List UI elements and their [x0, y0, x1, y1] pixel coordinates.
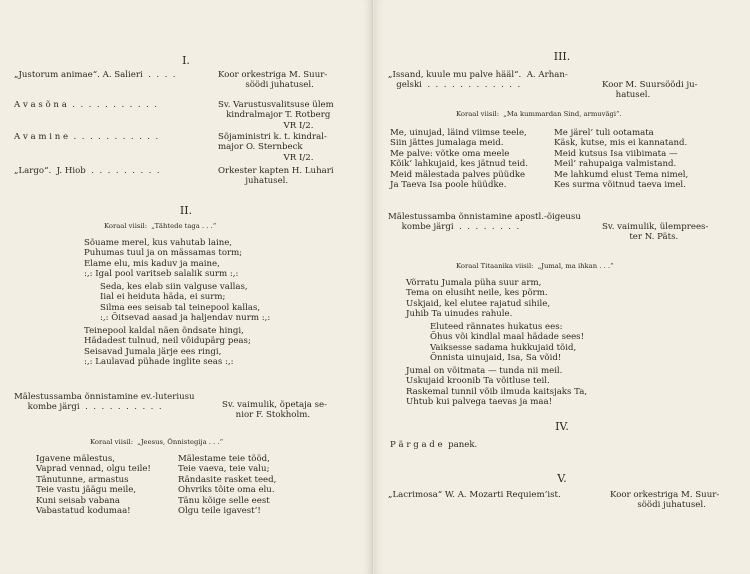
program-item-right-4: Orkester kapten H. Luhari juhatusel. [218, 166, 334, 187]
hymn3-left-column: Me, uinujad, läind viimse teele, Siin jättes jumalaga meid. Me palve: võtke oma meele Kõik’ lahkujaid, kes jätnud teid. Meid mälestada palves püüdke Ja Taeva Isa poole hüüdke. [390, 128, 528, 191]
hymn4-stanza-3: Jumal on võitmata — tunda nii meil. Uskujaid kroonib Ta võitluse teil. Raskemal tunnil võib ilmuda kaitsjaks Ta, Uhtub kui palvega taevas ja maa! [406, 366, 588, 408]
right-page [374, 0, 750, 574]
program-item-right-2: Sv. Varustusvalitsuse ülem kindralmajor T. Rotberg VR I/2. [218, 100, 334, 131]
program-item-left-6: „Lacrimosa“ W. A. Mozarti Requiem’ist. [388, 490, 561, 500]
blessing-right-2: Sv. vaimulik, ülemprees- ter N. Päts. [602, 222, 709, 243]
program-item-left-3: A v a m i n e . . . . . . . . . . . [14, 132, 159, 142]
hymn4-stanza-2: Eluteed rännates hukatus ees: Õhus või kindlal maal hädade sees! Vaiksesse sadama hukkujaid tõid, Õnnista uinujaid, Isa, Sa võid! [430, 322, 585, 364]
hymn-caption: Koraal viisil: „Tähtede taga . . .“ [104, 222, 217, 230]
program-item-left-4: „Largo“. J. Hiob . . . . . . . . . [14, 166, 160, 176]
wreath-laying: P ä r g a d e panek. [390, 440, 478, 450]
blessing-left-2: Mälestussamba õnnistamine apostl.-õigeusu kombe järgi . . . . . . . . [388, 212, 581, 233]
program-item-right-1: Koor orkestriga M. Suur- söödi juhatusel. [218, 70, 328, 91]
hymn2-left-column: Igavene mälestus, Vaprad vennad, olgu teile! Tänutunne, armastus Teie vastu jäägu meile, Kuni seisab vabana Vabastatud kodumaa! [36, 454, 151, 517]
section-numeral-5: V. [557, 472, 567, 485]
program-item-right-6: Koor orkestriga M. Suur- söödi juhatusel. [610, 490, 720, 511]
hymn-stanza-3: Teinepool kaldal näen õndsate hingi, Hädadest tulnud, neil võidupärg peas; Seisavad Jumala järje ees ringi, :,: Laulavad pühade inglite seas :,: [84, 326, 251, 368]
section-numeral-3: III. [553, 50, 571, 63]
program-item-left-1: „Justorum animae“. A. Salieri . . . . [14, 70, 176, 80]
section-numeral-2: II. [179, 204, 193, 217]
blessing-right: Sv. vaimulik, õpetaja se- nior F. Stokholm. [222, 400, 328, 421]
section-numeral-1: I. [182, 54, 190, 67]
hymn-caption-4: Koraal Titaanika viisil: „Jumal, ma ihkan . . .“ [456, 262, 614, 270]
hymn-stanza-1: Sõuame merel, kus vahutab laine, Puhumas tuul ja on mässamas torm; Elame elu, mis kaduv ja maine, :,: Igal pool varitseb salalik surm :,: [84, 238, 243, 280]
hymn2-right-column: Mälestame teie tööd, Teie vaeva, teie valu; Rändasite rasket teed, Ohvriks tõite oma elu. Tänu kõige selle eest Olgu teile igavest’! [178, 454, 277, 517]
program-item-left-5: „Issand, kuule mu palve hääl“. A. Arhan- gelski . . . . . . . . . . . . [388, 70, 568, 91]
hymn-stanza-2: Seda, kes elab siin valguse vallas, Iial ei heiduta häda, ei surm; Silma ees seisab tal teinepool kallas, :,: Õitsevad aasad ja haljendav nurm :,: [100, 282, 271, 324]
left-page [0, 0, 373, 574]
program-item-right-3: Sõjaministri k. t. kindral- major O. Sternbeck VR I/2. [218, 132, 327, 163]
blessing-left: Mälestussamba õnnistamine ev.-luteriusu kombe järgi . . . . . . . . . . [14, 392, 195, 413]
program-item-right-5: Koor M. Suursöödi ju- hatusel. [602, 80, 698, 101]
hymn-caption-2: Koraal viisil: „Jeesus, Õnnistegija . . .“ [90, 438, 224, 446]
program-item-left-2: A v a s õ n a . . . . . . . . . . . [14, 100, 157, 110]
hymn-caption-3: Koraal viisil: „Ma kummardan Sind, armuvägi“. [456, 110, 622, 118]
hymn4-stanza-1: Võrratu Jumala püha suur arm, Tema on elusiht neile, kes põrm. Uskjaid, kel elutee rajatud sihile, Juhib Ta uinudes rahule. [406, 278, 551, 320]
section-numeral-4: IV. [555, 420, 569, 433]
hymn3-right-column: Me järel’ tuli ootamata Käsk, kutse, mis ei kannatand. Meid kutsus Isa viibimata — Meil’ rahupaiga valmistand. Me lahkumd elust Tema nimel, Kes surma võitnud taeva imel. [554, 128, 689, 191]
